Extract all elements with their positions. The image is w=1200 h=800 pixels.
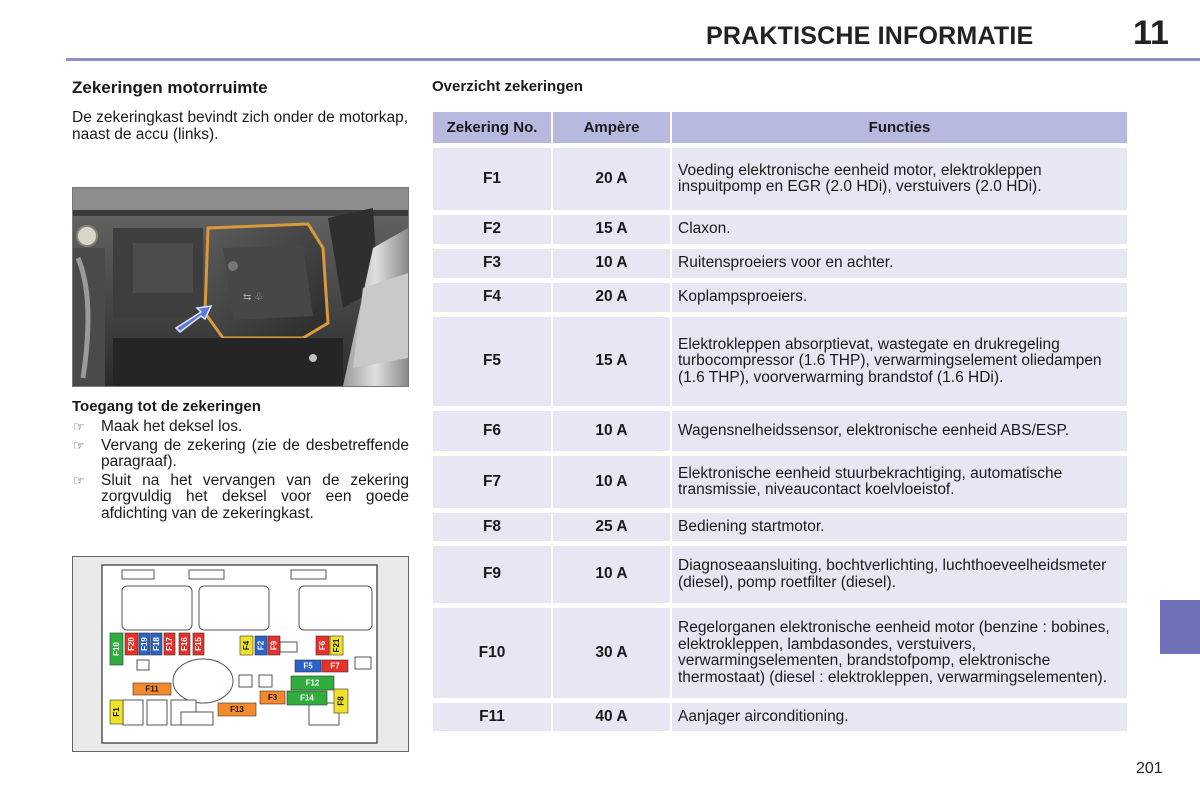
function-cell: Koplampsproeiers. <box>672 283 1127 312</box>
fuse-label: F12 <box>305 678 320 688</box>
fuse-label: F20 <box>127 637 136 651</box>
page-number: 201 <box>1136 760 1163 777</box>
fuse-number-cell: F10 <box>433 608 551 698</box>
chapter-number: 11 <box>1133 14 1169 52</box>
ampere-cell: 30 A <box>553 608 670 698</box>
table-row <box>433 456 1127 508</box>
fuse-label: F15 <box>194 637 203 651</box>
pointing-hand-icon: ☞ <box>73 472 85 488</box>
fuse-f11 <box>133 683 171 695</box>
table-row <box>433 148 1127 210</box>
function-cell: Bediening startmotor. <box>672 513 1127 541</box>
fuse-number-cell: F4 <box>433 283 551 312</box>
fuse-label: F9 <box>269 640 279 651</box>
table-row <box>433 546 1127 603</box>
fuse-f8 <box>334 689 348 713</box>
table-row <box>433 703 1127 731</box>
fuse-label: F17 <box>165 637 174 651</box>
engine-bay-photo <box>72 187 409 387</box>
ampere-cell: 10 A <box>553 546 670 603</box>
step-text: Sluit na het vervangen van de zekering zorgvuldig het deksel voor een goede afdichting van de zekeringkast. <box>101 471 409 522</box>
table-row <box>433 608 1127 698</box>
fuse-f15 <box>193 633 204 655</box>
table-row <box>433 317 1127 406</box>
section-title: Zekeringen motorruimte <box>72 78 268 97</box>
fuse-label: F5 <box>303 661 313 671</box>
fuse-f7 <box>322 660 348 672</box>
pointing-hand-icon: ☞ <box>73 419 85 434</box>
fuse-f17 <box>164 633 175 655</box>
column-header-fuse-number: Zekering No. <box>433 112 551 143</box>
fuse-number-cell: F2 <box>433 215 551 244</box>
fuse-label: F1 <box>112 707 121 717</box>
ampere-cell: 10 A <box>553 456 670 508</box>
column-header-ampere: Ampère <box>553 112 670 143</box>
fuse-table <box>431 107 1129 736</box>
fuse-f18 <box>151 633 162 655</box>
fuse-number-cell: F6 <box>433 411 551 451</box>
fuse-label: F21 <box>332 638 341 653</box>
ampere-cell: 25 A <box>553 513 670 541</box>
fuse-box-diagram <box>72 556 409 752</box>
ampere-cell: 20 A <box>553 283 670 312</box>
table-row <box>433 411 1127 451</box>
function-cell: Elektrokleppen absorptievat, wastegate en drukregeling turbocompressor (1.6 THP), verwarmingselement oliedampen (1.6 THP), voorverwarming brandstof (1.6 HDi). <box>672 317 1127 406</box>
page-header-title: PRAKTISCHE INFORMATIE <box>706 22 1034 50</box>
column-header-functions: Functies <box>672 112 1127 143</box>
fuse-f16 <box>179 633 190 655</box>
fuse-number-cell: F7 <box>433 456 551 508</box>
fuse-label: F11 <box>145 684 159 694</box>
function-cell: Voeding elektronische eenheid motor, elektrokleppen inspuitpomp en EGR (2.0 HDi), verstuivers (2.0 HDi). <box>672 148 1127 210</box>
fuse-label: F19 <box>140 637 149 651</box>
ampere-cell: 40 A <box>553 703 670 731</box>
ampere-cell: 15 A <box>553 317 670 406</box>
fuse-f4 <box>240 636 253 655</box>
fuse-f20 <box>125 633 138 655</box>
function-cell: Elektronische eenheid stuurbekrachtiging, automatische transmissie, niveaucontact koelvloeistof. <box>672 456 1127 508</box>
table-row <box>433 215 1127 244</box>
fuse-label: F4 <box>242 640 251 651</box>
fuse-f10 <box>110 633 123 665</box>
function-cell: Claxon. <box>672 215 1127 244</box>
fuse-label: F16 <box>180 637 189 651</box>
fuse-label: F14 <box>300 693 314 703</box>
fuse-label: F2 <box>256 640 266 651</box>
fuse-label: F3 <box>267 693 278 702</box>
table-row <box>433 513 1127 541</box>
svg-text:⇆ ♧: ⇆ ♧ <box>243 292 264 303</box>
function-cell: Ruitensproeiers voor en achter. <box>672 249 1127 278</box>
fuse-number-cell: F11 <box>433 703 551 731</box>
fuse-f2 <box>255 636 267 655</box>
access-title: Toegang tot de zekeringen <box>72 398 261 415</box>
fuse-f9 <box>268 636 280 655</box>
chapter-side-tab <box>1160 600 1200 654</box>
fuse-number-cell: F8 <box>433 513 551 541</box>
fuse-number-cell: F9 <box>433 546 551 603</box>
table-row <box>433 283 1127 312</box>
ampere-cell: 15 A <box>553 215 670 244</box>
function-cell: Aanjager airconditioning. <box>672 703 1127 731</box>
fuse-f1 <box>110 700 123 724</box>
step-text: Vervang de zekering (zie de desbetreffende paragraaf). <box>101 436 409 470</box>
intro-paragraph: De zekeringkast bevindt zich onder de motorkap, naast de accu (links). <box>72 109 409 143</box>
fuse-f6 <box>316 636 329 655</box>
ampere-cell: 10 A <box>553 411 670 451</box>
fuse-label: F13 <box>230 705 244 714</box>
fuse-f13 <box>218 703 256 716</box>
fuse-label: F7 <box>330 661 340 671</box>
table-row <box>433 249 1127 278</box>
function-cell: Diagnoseaansluiting, bochtverlichting, luchthoeveelheidsmeter (diesel), pomp roetfilter (diesel). <box>672 546 1127 603</box>
function-cell: Wagensnelheidssensor, elektronische eenheid ABS/ESP. <box>672 411 1127 451</box>
list-item <box>72 438 409 471</box>
list-item <box>72 419 409 436</box>
fuse-label: F6 <box>318 640 327 651</box>
ampere-cell: 10 A <box>553 249 670 278</box>
table-header-row <box>433 112 1127 143</box>
table-title: Overzicht zekeringen <box>432 78 583 95</box>
function-cell: Regelorganen elektronische eenheid motor (benzine : bobines, elektrokleppen, lambdasondes, verstuivers, verwarmingselementen, brandstofpomp, elektronische thermostaat) (diesel : elektrokleppen, verwarmingselementen). <box>672 608 1127 698</box>
ampere-cell: 20 A <box>553 148 670 210</box>
header-divider <box>66 58 1200 61</box>
list-item <box>72 473 409 523</box>
access-steps-list <box>72 419 409 524</box>
fuse-label: F8 <box>336 696 346 706</box>
step-text: Maak het deksel los. <box>101 418 243 435</box>
fuse-f3 <box>260 691 285 704</box>
fuse-number-cell: F3 <box>433 249 551 278</box>
fuse-number-cell: F5 <box>433 317 551 406</box>
fuse-f19 <box>139 633 150 655</box>
fuse-label: F10 <box>112 642 121 656</box>
pointing-hand-icon: ☞ <box>73 437 85 453</box>
fuse-f5 <box>295 660 321 672</box>
fuse-f21 <box>330 636 343 655</box>
fuse-number-cell: F1 <box>433 148 551 210</box>
fuse-f14 <box>287 691 327 705</box>
fuse-label: F18 <box>152 637 161 651</box>
fuse-f12 <box>291 676 334 690</box>
